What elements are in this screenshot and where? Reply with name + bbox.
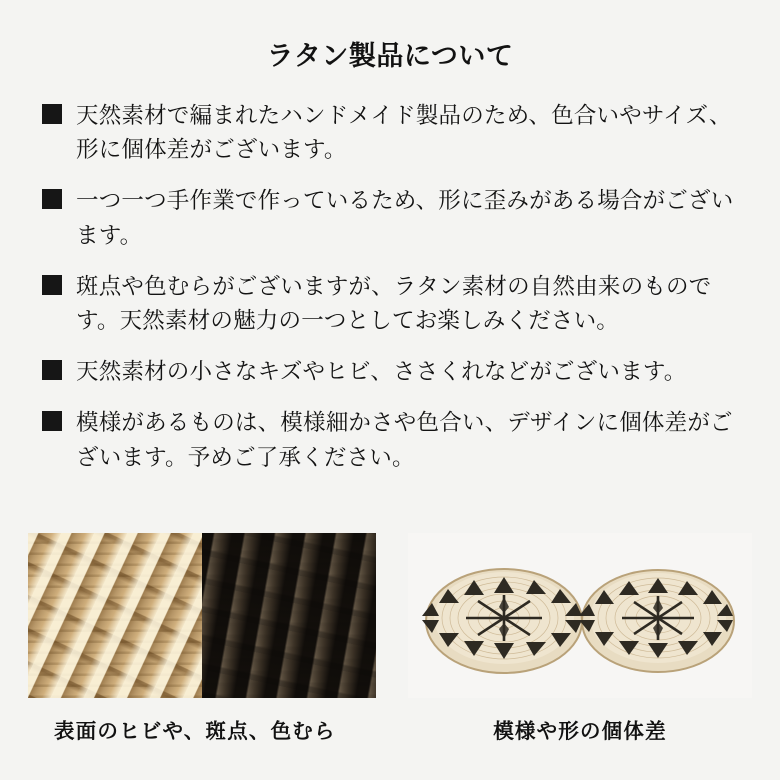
note-text: 天然素材で編まれたハンドメイド製品のため、色合いやサイズ、形に個体差がございます。: [76, 103, 732, 163]
photo-group-surface: [28, 533, 376, 744]
square-bullet-icon: [42, 360, 62, 380]
rattan-weave-light-photo: [28, 533, 202, 698]
page-title: ラタン製品について: [266, 41, 514, 71]
square-bullet-icon: [42, 104, 62, 124]
photo-group-pattern: [408, 533, 752, 744]
note-text: 天然素材の小さなキズやヒビ、ささくれなどがございます。: [76, 359, 687, 385]
photo-caption: 模様や形の個体差: [493, 720, 667, 743]
square-bullet-icon: [42, 411, 62, 431]
rattan-bowls-photo: [408, 533, 752, 698]
note-text: 一つ一つ手作業で作っているため、形に歪みがある場合がございます。: [76, 188, 734, 248]
notes-list: [0, 99, 780, 475]
note-text: 斑点や色むらがございますが、ラタン素材の自然由来のものです。天然素材の魅力の一つとしてお楽しみください。: [76, 273, 712, 333]
square-bullet-icon: [42, 275, 62, 295]
image-row: [28, 533, 376, 698]
rattan-weave-dark-photo: [202, 533, 376, 698]
list-item: [42, 406, 740, 474]
photo-section: [0, 533, 780, 780]
list-item: [42, 99, 740, 167]
note-text: 模様があるものは、模様細かさや色合い、デザインに個体差がございます。予めご了承ください。: [76, 410, 733, 470]
list-item: [42, 270, 740, 338]
square-bullet-icon: [42, 189, 62, 209]
photo-caption: 表面のヒビや、斑点、色むら: [54, 720, 336, 743]
rattan-bowls-illustration: [408, 533, 752, 698]
list-item: [42, 355, 740, 389]
list-item: [42, 184, 740, 252]
